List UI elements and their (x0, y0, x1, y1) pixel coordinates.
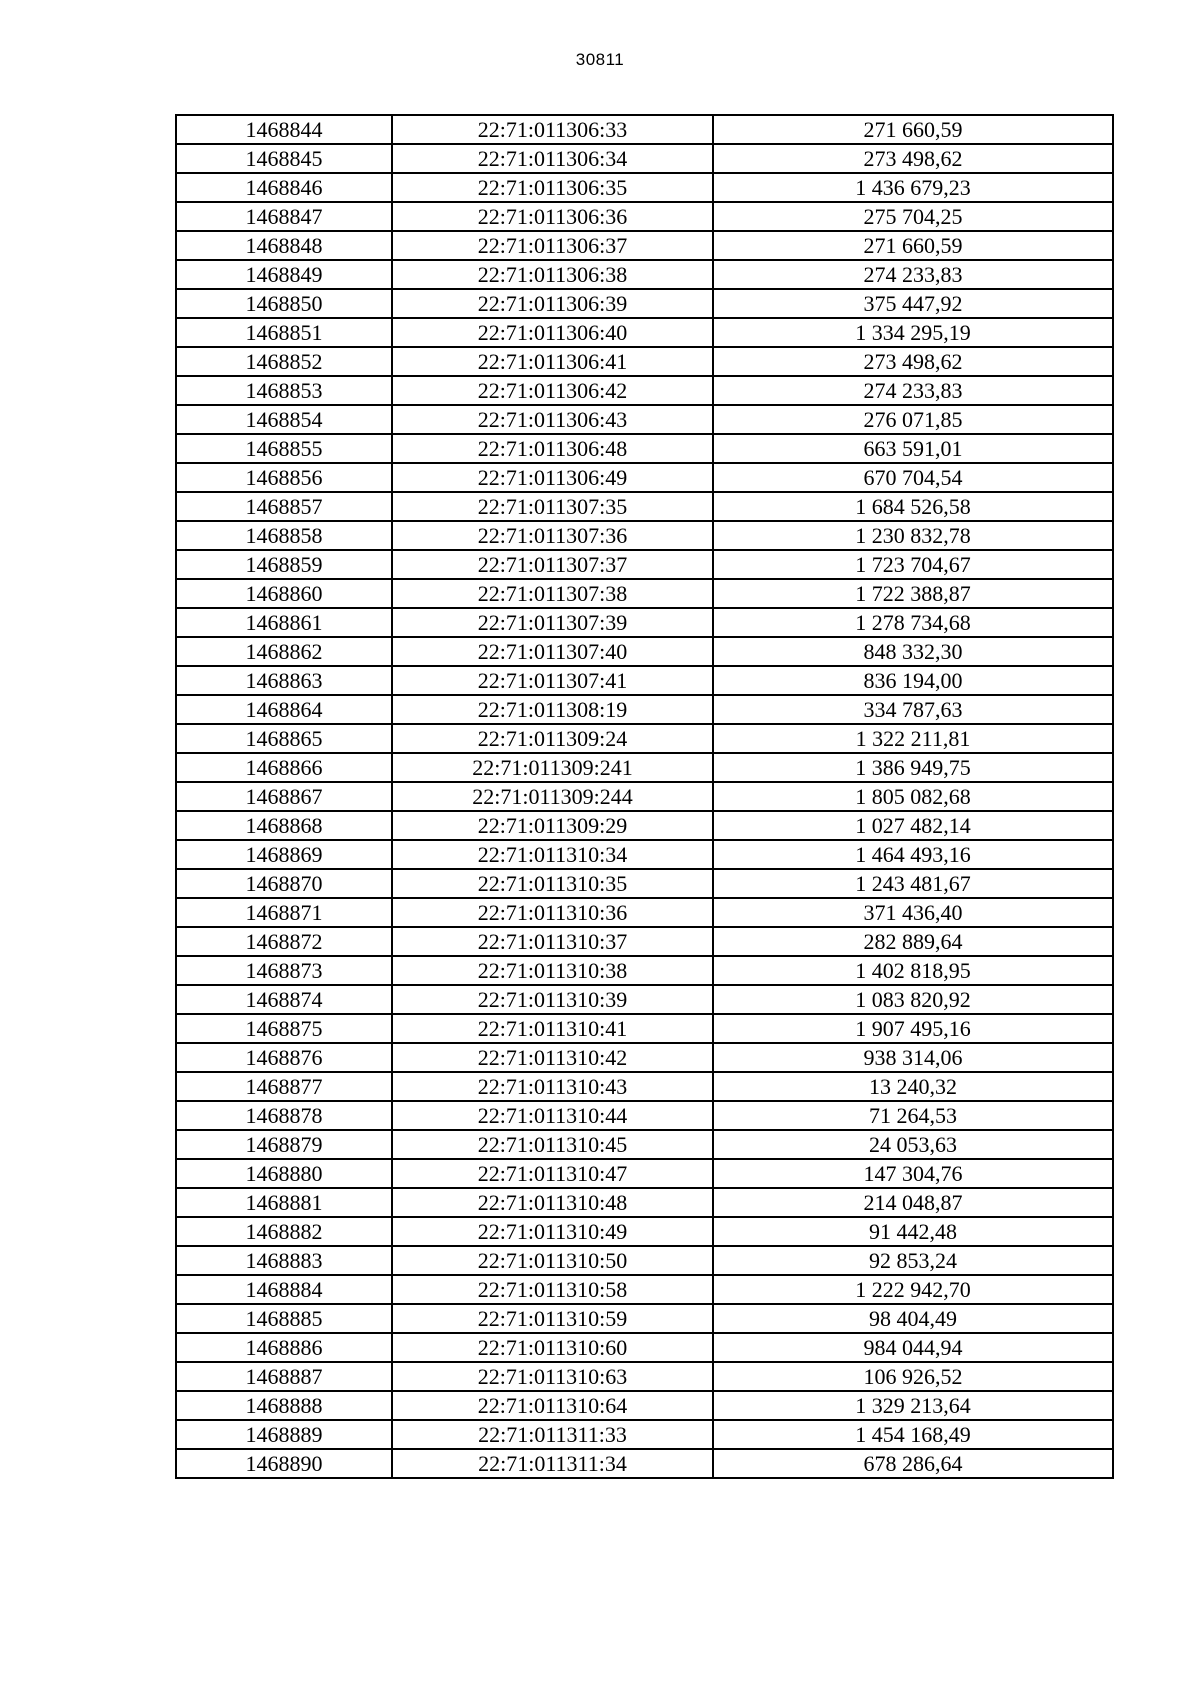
table-row (176, 405, 1113, 434)
table-row (176, 1043, 1113, 1072)
cadastral-number-cell: 22:71:011310:60 (392, 1333, 713, 1362)
cadastral-number-cell: 22:71:011309:29 (392, 811, 713, 840)
cadastral-value-cell: 1 329 213,64 (713, 1391, 1113, 1420)
table-row (176, 753, 1113, 782)
record-number-cell: 1468881 (176, 1188, 392, 1217)
cadastral-value-cell: 1 243 481,67 (713, 869, 1113, 898)
record-number-cell: 1468882 (176, 1217, 392, 1246)
table-row (176, 579, 1113, 608)
record-number-cell: 1468850 (176, 289, 392, 318)
table-row (176, 1333, 1113, 1362)
cadastral-value-cell: 98 404,49 (713, 1304, 1113, 1333)
record-number-cell: 1468878 (176, 1101, 392, 1130)
cadastral-number-cell: 22:71:011310:37 (392, 927, 713, 956)
cadastral-value-cell: 1 278 734,68 (713, 608, 1113, 637)
cadastral-number-cell: 22:71:011306:34 (392, 144, 713, 173)
table-row (176, 1304, 1113, 1333)
record-number-cell: 1468862 (176, 637, 392, 666)
table-row (176, 463, 1113, 492)
record-number-cell: 1468867 (176, 782, 392, 811)
record-number-cell: 1468883 (176, 1246, 392, 1275)
cadastral-value-table (175, 114, 1114, 1479)
table-row (176, 811, 1113, 840)
table-row (176, 898, 1113, 927)
cadastral-number-cell: 22:71:011307:38 (392, 579, 713, 608)
record-number-cell: 1468869 (176, 840, 392, 869)
cadastral-value-cell: 273 498,62 (713, 144, 1113, 173)
record-number-cell: 1468885 (176, 1304, 392, 1333)
cadastral-value-cell: 71 264,53 (713, 1101, 1113, 1130)
table-body (176, 115, 1113, 1478)
record-number-cell: 1468851 (176, 318, 392, 347)
cadastral-value-cell: 1 722 388,87 (713, 579, 1113, 608)
table-row (176, 1246, 1113, 1275)
table-row (176, 144, 1113, 173)
cadastral-value-cell: 24 053,63 (713, 1130, 1113, 1159)
cadastral-value-cell: 1 386 949,75 (713, 753, 1113, 782)
cadastral-number-cell: 22:71:011306:43 (392, 405, 713, 434)
record-number-cell: 1468856 (176, 463, 392, 492)
table-row (176, 840, 1113, 869)
cadastral-value-cell: 106 926,52 (713, 1362, 1113, 1391)
cadastral-value-cell: 670 704,54 (713, 463, 1113, 492)
table-row (176, 985, 1113, 1014)
cadastral-number-cell: 22:71:011310:59 (392, 1304, 713, 1333)
cadastral-number-cell: 22:71:011307:41 (392, 666, 713, 695)
record-number-cell: 1468845 (176, 144, 392, 173)
cadastral-number-cell: 22:71:011310:38 (392, 956, 713, 985)
table-row (176, 347, 1113, 376)
cadastral-number-cell: 22:71:011308:19 (392, 695, 713, 724)
table-row (176, 608, 1113, 637)
table-row (176, 1130, 1113, 1159)
cadastral-number-cell: 22:71:011310:63 (392, 1362, 713, 1391)
cadastral-number-cell: 22:71:011311:33 (392, 1420, 713, 1449)
cadastral-number-cell: 22:71:011306:42 (392, 376, 713, 405)
table-row (176, 260, 1113, 289)
cadastral-number-cell: 22:71:011310:35 (392, 869, 713, 898)
record-number-cell: 1468888 (176, 1391, 392, 1420)
record-number-cell: 1468852 (176, 347, 392, 376)
cadastral-value-cell: 938 314,06 (713, 1043, 1113, 1072)
cadastral-number-cell: 22:71:011306:33 (392, 115, 713, 144)
cadastral-number-cell: 22:71:011306:37 (392, 231, 713, 260)
record-number-cell: 1468889 (176, 1420, 392, 1449)
cadastral-value-cell: 274 233,83 (713, 260, 1113, 289)
cadastral-value-cell: 1 334 295,19 (713, 318, 1113, 347)
record-number-cell: 1468870 (176, 869, 392, 898)
cadastral-value-cell: 271 660,59 (713, 115, 1113, 144)
cadastral-number-cell: 22:71:011309:244 (392, 782, 713, 811)
cadastral-value-cell: 371 436,40 (713, 898, 1113, 927)
record-number-cell: 1468887 (176, 1362, 392, 1391)
cadastral-number-cell: 22:71:011310:44 (392, 1101, 713, 1130)
cadastral-number-cell: 22:71:011310:49 (392, 1217, 713, 1246)
record-number-cell: 1468866 (176, 753, 392, 782)
record-number-cell: 1468844 (176, 115, 392, 144)
cadastral-value-cell: 848 332,30 (713, 637, 1113, 666)
cadastral-value-cell: 1 907 495,16 (713, 1014, 1113, 1043)
record-number-cell: 1468868 (176, 811, 392, 840)
table-row (176, 1101, 1113, 1130)
cadastral-number-cell: 22:71:011306:48 (392, 434, 713, 463)
cadastral-value-cell: 1 402 818,95 (713, 956, 1113, 985)
record-number-cell: 1468857 (176, 492, 392, 521)
record-number-cell: 1468855 (176, 434, 392, 463)
cadastral-number-cell: 22:71:011307:40 (392, 637, 713, 666)
cadastral-number-cell: 22:71:011306:38 (392, 260, 713, 289)
table-row (176, 1072, 1113, 1101)
table-row (176, 637, 1113, 666)
record-number-cell: 1468872 (176, 927, 392, 956)
cadastral-number-cell: 22:71:011310:34 (392, 840, 713, 869)
cadastral-value-cell: 275 704,25 (713, 202, 1113, 231)
table-row (176, 1420, 1113, 1449)
cadastral-value-cell: 1 454 168,49 (713, 1420, 1113, 1449)
cadastral-number-cell: 22:71:011306:40 (392, 318, 713, 347)
record-number-cell: 1468861 (176, 608, 392, 637)
record-number-cell: 1468884 (176, 1275, 392, 1304)
table-row (176, 289, 1113, 318)
record-number-cell: 1468849 (176, 260, 392, 289)
cadastral-number-cell: 22:71:011306:41 (392, 347, 713, 376)
table-row (176, 724, 1113, 753)
cadastral-value-cell: 1 027 482,14 (713, 811, 1113, 840)
cadastral-value-cell: 276 071,85 (713, 405, 1113, 434)
table-row (176, 521, 1113, 550)
record-number-cell: 1468860 (176, 579, 392, 608)
table-row (176, 1391, 1113, 1420)
record-number-cell: 1468847 (176, 202, 392, 231)
cadastral-value-cell: 1 805 082,68 (713, 782, 1113, 811)
cadastral-value-cell: 663 591,01 (713, 434, 1113, 463)
table-row (176, 927, 1113, 956)
cadastral-number-cell: 22:71:011309:24 (392, 724, 713, 753)
record-number-cell: 1468864 (176, 695, 392, 724)
cadastral-number-cell: 22:71:011307:37 (392, 550, 713, 579)
table-row (176, 1014, 1113, 1043)
page-number: 30811 (575, 50, 625, 69)
cadastral-number-cell: 22:71:011310:64 (392, 1391, 713, 1420)
cadastral-number-cell: 22:71:011306:49 (392, 463, 713, 492)
record-number-cell: 1468853 (176, 376, 392, 405)
record-number-cell: 1468890 (176, 1449, 392, 1478)
cadastral-value-cell: 147 304,76 (713, 1159, 1113, 1188)
record-number-cell: 1468871 (176, 898, 392, 927)
record-number-cell: 1468879 (176, 1130, 392, 1159)
cadastral-value-cell: 282 889,64 (713, 927, 1113, 956)
cadastral-number-cell: 22:71:011310:42 (392, 1043, 713, 1072)
cadastral-value-cell: 836 194,00 (713, 666, 1113, 695)
cadastral-value-cell: 13 240,32 (713, 1072, 1113, 1101)
record-number-cell: 1468858 (176, 521, 392, 550)
cadastral-number-cell: 22:71:011311:34 (392, 1449, 713, 1478)
table-row (176, 434, 1113, 463)
cadastral-number-cell: 22:71:011306:36 (392, 202, 713, 231)
table-row (176, 1217, 1113, 1246)
cadastral-value-cell: 91 442,48 (713, 1217, 1113, 1246)
cadastral-value-cell: 375 447,92 (713, 289, 1113, 318)
cadastral-number-cell: 22:71:011310:39 (392, 985, 713, 1014)
cadastral-value-cell: 1 083 820,92 (713, 985, 1113, 1014)
table-row (176, 1159, 1113, 1188)
cadastral-value-cell: 1 322 211,81 (713, 724, 1113, 753)
cadastral-number-cell: 22:71:011310:58 (392, 1275, 713, 1304)
record-number-cell: 1468886 (176, 1333, 392, 1362)
record-number-cell: 1468874 (176, 985, 392, 1014)
record-number-cell: 1468880 (176, 1159, 392, 1188)
cadastral-number-cell: 22:71:011307:39 (392, 608, 713, 637)
table-row (176, 202, 1113, 231)
table-row (176, 1188, 1113, 1217)
record-number-cell: 1468848 (176, 231, 392, 260)
record-number-cell: 1468877 (176, 1072, 392, 1101)
record-number-cell: 1468854 (176, 405, 392, 434)
table-row (176, 115, 1113, 144)
cadastral-value-cell: 1 436 679,23 (713, 173, 1113, 202)
cadastral-number-cell: 22:71:011310:50 (392, 1246, 713, 1275)
cadastral-number-cell: 22:71:011307:36 (392, 521, 713, 550)
cadastral-value-cell: 214 048,87 (713, 1188, 1113, 1217)
cadastral-number-cell: 22:71:011310:47 (392, 1159, 713, 1188)
table-row (176, 318, 1113, 347)
table-row (176, 1449, 1113, 1478)
record-number-cell: 1468859 (176, 550, 392, 579)
cadastral-number-cell: 22:71:011310:48 (392, 1188, 713, 1217)
table-row (176, 492, 1113, 521)
record-number-cell: 1468875 (176, 1014, 392, 1043)
cadastral-value-cell: 1 464 493,16 (713, 840, 1113, 869)
cadastral-value-cell: 1 222 942,70 (713, 1275, 1113, 1304)
record-number-cell: 1468865 (176, 724, 392, 753)
cadastral-number-cell: 22:71:011310:36 (392, 898, 713, 927)
cadastral-value-cell: 334 787,63 (713, 695, 1113, 724)
record-number-cell: 1468873 (176, 956, 392, 985)
cadastral-value-cell: 1 723 704,67 (713, 550, 1113, 579)
cadastral-number-cell: 22:71:011306:35 (392, 173, 713, 202)
table-row (176, 666, 1113, 695)
cadastral-number-cell: 22:71:011310:45 (392, 1130, 713, 1159)
table-row (176, 1362, 1113, 1391)
cadastral-value-cell: 984 044,94 (713, 1333, 1113, 1362)
table-row (176, 550, 1113, 579)
cadastral-value-cell: 678 286,64 (713, 1449, 1113, 1478)
record-number-cell: 1468863 (176, 666, 392, 695)
cadastral-value-cell: 274 233,83 (713, 376, 1113, 405)
table-row (176, 376, 1113, 405)
table-row (176, 1275, 1113, 1304)
table-row (176, 695, 1113, 724)
table-row (176, 956, 1113, 985)
record-number-cell: 1468876 (176, 1043, 392, 1072)
table-row (176, 869, 1113, 898)
record-number-cell: 1468846 (176, 173, 392, 202)
cadastral-number-cell: 22:71:011309:241 (392, 753, 713, 782)
cadastral-number-cell: 22:71:011310:43 (392, 1072, 713, 1101)
table-row (176, 231, 1113, 260)
cadastral-value-cell: 92 853,24 (713, 1246, 1113, 1275)
cadastral-value-cell: 273 498,62 (713, 347, 1113, 376)
cadastral-number-cell: 22:71:011310:41 (392, 1014, 713, 1043)
cadastral-number-cell: 22:71:011306:39 (392, 289, 713, 318)
table-row (176, 782, 1113, 811)
cadastral-value-cell: 271 660,59 (713, 231, 1113, 260)
cadastral-number-cell: 22:71:011307:35 (392, 492, 713, 521)
cadastral-value-cell: 1 684 526,58 (713, 492, 1113, 521)
table-row (176, 173, 1113, 202)
cadastral-value-cell: 1 230 832,78 (713, 521, 1113, 550)
